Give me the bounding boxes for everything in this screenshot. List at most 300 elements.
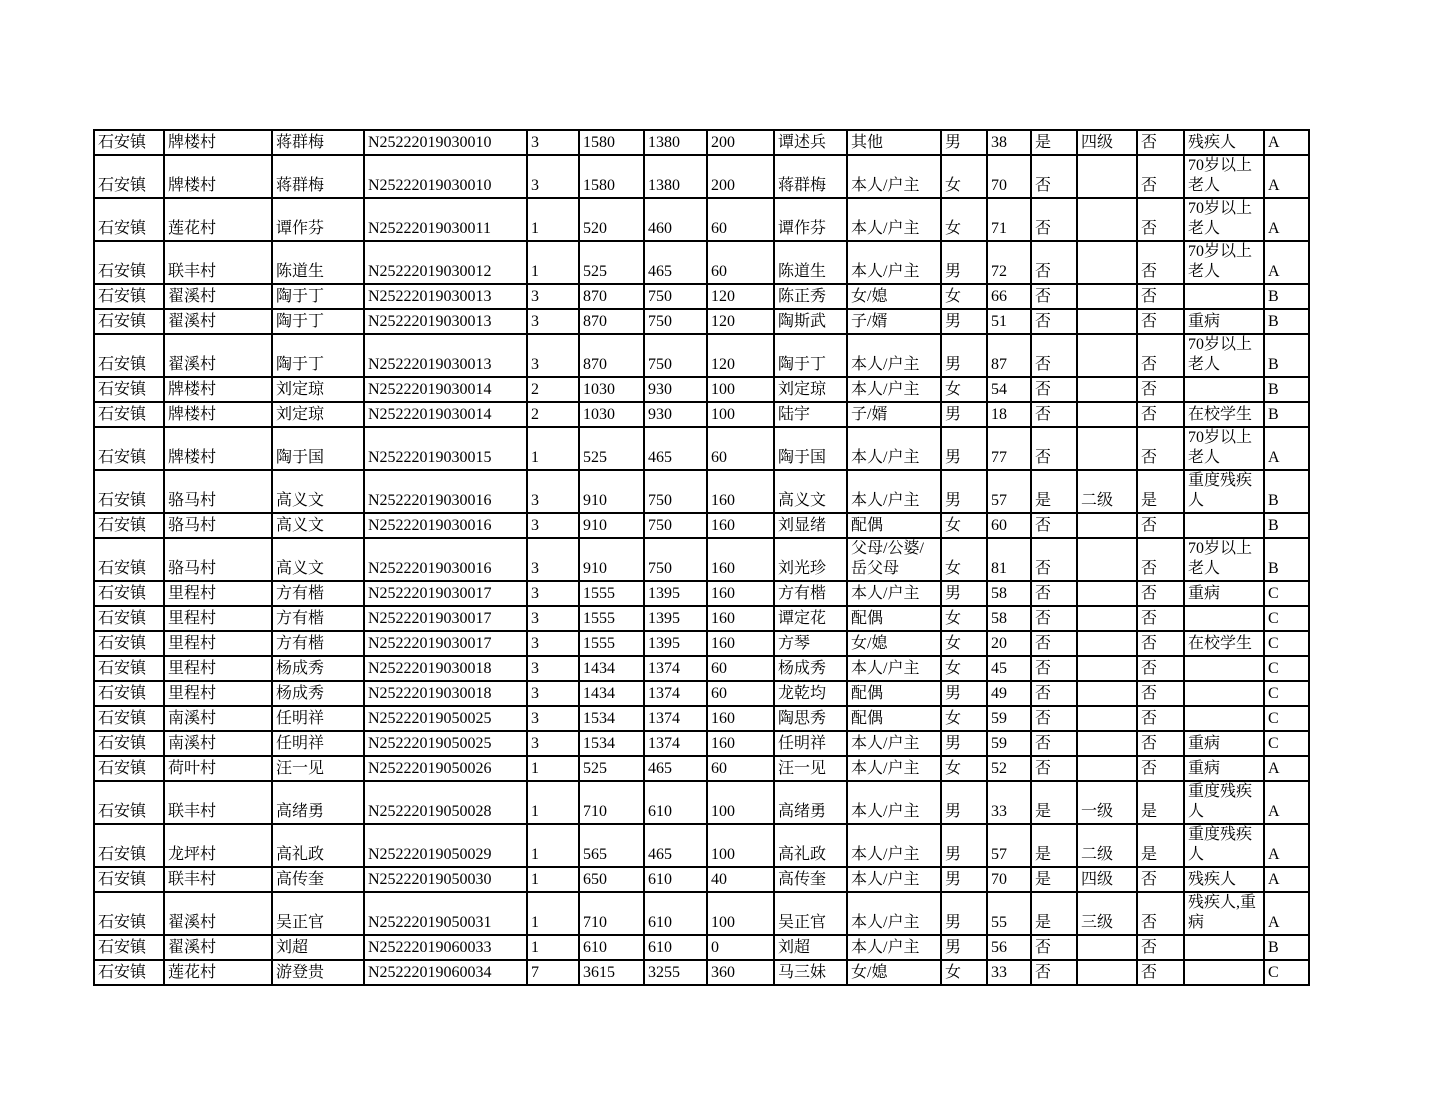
cell-age: 58 [987, 606, 1031, 631]
cell-amount-3: 60 [707, 756, 774, 781]
cell-remark: 重度残疾人 [1184, 470, 1264, 513]
cell-remark [1184, 706, 1264, 731]
cell-flag-b: 是 [1137, 824, 1184, 867]
cell-member-name: 高义文 [774, 470, 847, 513]
cell-grade [1077, 960, 1137, 985]
cell-record-id: N25222019030014 [364, 402, 527, 427]
cell-head-name: 高礼政 [272, 824, 364, 867]
cell-head-name: 高义文 [272, 513, 364, 538]
cell-member-name: 马三妹 [774, 960, 847, 985]
table-row [94, 824, 1309, 867]
cell-village: 里程村 [164, 581, 272, 606]
cell-flag-a: 否 [1031, 309, 1077, 334]
cell-remark: 重病 [1184, 756, 1264, 781]
cell-category: C [1264, 656, 1309, 681]
cell-member-name: 陈道生 [774, 241, 847, 284]
cell-amount-3: 60 [707, 681, 774, 706]
cell-record-id: N25222019050029 [364, 824, 527, 867]
cell-grade [1077, 309, 1137, 334]
cell-relation: 子/婿 [847, 309, 941, 334]
cell-grade [1077, 241, 1137, 284]
cell-head-name: 高义文 [272, 538, 364, 581]
cell-person-count: 1 [527, 756, 579, 781]
cell-relation: 本人/户主 [847, 581, 941, 606]
cell-grade [1077, 581, 1137, 606]
cell-flag-b: 否 [1137, 513, 1184, 538]
cell-person-count: 2 [527, 402, 579, 427]
cell-village: 翟溪村 [164, 309, 272, 334]
cell-age: 60 [987, 513, 1031, 538]
cell-amount-1: 910 [579, 538, 644, 581]
cell-flag-a: 是 [1031, 130, 1077, 155]
cell-person-count: 1 [527, 892, 579, 935]
cell-category: A [1264, 241, 1309, 284]
cell-amount-1: 910 [579, 470, 644, 513]
cell-amount-3: 160 [707, 631, 774, 656]
cell-age: 56 [987, 935, 1031, 960]
cell-remark: 70岁以上老人 [1184, 427, 1264, 470]
cell-category: A [1264, 867, 1309, 892]
cell-person-count: 3 [527, 155, 579, 198]
cell-amount-3: 100 [707, 892, 774, 935]
cell-town: 石安镇 [94, 960, 164, 985]
cell-grade [1077, 631, 1137, 656]
cell-amount-3: 160 [707, 470, 774, 513]
cell-flag-a: 否 [1031, 656, 1077, 681]
cell-amount-1: 1534 [579, 706, 644, 731]
cell-town: 石安镇 [94, 513, 164, 538]
cell-head-name: 吴正官 [272, 892, 364, 935]
cell-category: C [1264, 606, 1309, 631]
table-row [94, 513, 1309, 538]
cell-flag-b: 否 [1137, 867, 1184, 892]
cell-head-name: 陶于丁 [272, 284, 364, 309]
cell-member-name: 刘显绪 [774, 513, 847, 538]
cell-flag-a: 否 [1031, 513, 1077, 538]
cell-town: 石安镇 [94, 198, 164, 241]
cell-village: 里程村 [164, 656, 272, 681]
cell-remark: 70岁以上老人 [1184, 334, 1264, 377]
cell-record-id: N25222019030016 [364, 538, 527, 581]
cell-flag-b: 否 [1137, 935, 1184, 960]
cell-record-id: N25222019030017 [364, 631, 527, 656]
cell-category: C [1264, 960, 1309, 985]
cell-flag-b: 否 [1137, 402, 1184, 427]
cell-age: 87 [987, 334, 1031, 377]
cell-gender: 女 [941, 513, 987, 538]
cell-amount-2: 930 [644, 377, 707, 402]
cell-village: 骆马村 [164, 470, 272, 513]
cell-amount-1: 565 [579, 824, 644, 867]
cell-amount-3: 360 [707, 960, 774, 985]
cell-village: 里程村 [164, 606, 272, 631]
cell-age: 33 [987, 960, 1031, 985]
cell-town: 石安镇 [94, 377, 164, 402]
cell-person-count: 1 [527, 824, 579, 867]
table-row [94, 377, 1309, 402]
cell-amount-1: 525 [579, 427, 644, 470]
cell-flag-b: 否 [1137, 581, 1184, 606]
cell-village: 牌楼村 [164, 402, 272, 427]
cell-head-name: 任明祥 [272, 731, 364, 756]
cell-town: 石安镇 [94, 538, 164, 581]
table-row [94, 706, 1309, 731]
cell-category: C [1264, 681, 1309, 706]
cell-relation: 配偶 [847, 681, 941, 706]
cell-remark: 在校学生 [1184, 631, 1264, 656]
cell-amount-3: 60 [707, 656, 774, 681]
cell-village: 牌楼村 [164, 155, 272, 198]
cell-amount-2: 610 [644, 781, 707, 824]
cell-age: 59 [987, 731, 1031, 756]
cell-category: A [1264, 427, 1309, 470]
cell-remark [1184, 377, 1264, 402]
cell-amount-2: 465 [644, 824, 707, 867]
cell-age: 57 [987, 824, 1031, 867]
cell-amount-1: 870 [579, 284, 644, 309]
cell-flag-b: 否 [1137, 334, 1184, 377]
cell-person-count: 3 [527, 606, 579, 631]
table-row [94, 960, 1309, 985]
cell-village: 翟溪村 [164, 284, 272, 309]
cell-record-id: N25222019030017 [364, 606, 527, 631]
cell-member-name: 杨成秀 [774, 656, 847, 681]
cell-person-count: 3 [527, 681, 579, 706]
cell-amount-2: 465 [644, 756, 707, 781]
cell-flag-a: 否 [1031, 427, 1077, 470]
cell-head-name: 杨成秀 [272, 656, 364, 681]
cell-gender: 男 [941, 309, 987, 334]
cell-grade [1077, 334, 1137, 377]
cell-record-id: N25222019060034 [364, 960, 527, 985]
cell-flag-a: 否 [1031, 631, 1077, 656]
cell-flag-a: 否 [1031, 538, 1077, 581]
cell-person-count: 2 [527, 377, 579, 402]
cell-grade: 二级 [1077, 470, 1137, 513]
cell-head-name: 刘定琼 [272, 377, 364, 402]
table-row [94, 334, 1309, 377]
cell-member-name: 蒋群梅 [774, 155, 847, 198]
cell-village: 联丰村 [164, 867, 272, 892]
cell-amount-1: 1580 [579, 130, 644, 155]
cell-gender: 男 [941, 470, 987, 513]
cell-village: 牌楼村 [164, 427, 272, 470]
cell-amount-2: 1395 [644, 631, 707, 656]
cell-remark [1184, 656, 1264, 681]
cell-amount-3: 200 [707, 130, 774, 155]
cell-remark: 重度残疾人 [1184, 824, 1264, 867]
table-row [94, 402, 1309, 427]
cell-member-name: 陶思秀 [774, 706, 847, 731]
cell-grade: 三级 [1077, 892, 1137, 935]
cell-member-name: 高传奎 [774, 867, 847, 892]
cell-relation: 配偶 [847, 606, 941, 631]
table-row [94, 731, 1309, 756]
cell-category: B [1264, 538, 1309, 581]
cell-grade: 四级 [1077, 130, 1137, 155]
cell-record-id: N25222019050030 [364, 867, 527, 892]
cell-gender: 男 [941, 334, 987, 377]
cell-record-id: N25222019050025 [364, 706, 527, 731]
cell-flag-b: 否 [1137, 756, 1184, 781]
cell-remark: 残疾人 [1184, 130, 1264, 155]
cell-remark: 70岁以上老人 [1184, 198, 1264, 241]
cell-category: A [1264, 155, 1309, 198]
cell-category: B [1264, 402, 1309, 427]
cell-flag-a: 否 [1031, 960, 1077, 985]
cell-amount-3: 120 [707, 284, 774, 309]
cell-record-id: N25222019030018 [364, 656, 527, 681]
cell-amount-2: 1395 [644, 606, 707, 631]
cell-village: 翟溪村 [164, 935, 272, 960]
cell-category: B [1264, 284, 1309, 309]
cell-village: 骆马村 [164, 538, 272, 581]
cell-amount-2: 1380 [644, 155, 707, 198]
cell-member-name: 刘光珍 [774, 538, 847, 581]
table-row [94, 681, 1309, 706]
cell-flag-b: 否 [1137, 130, 1184, 155]
cell-town: 石安镇 [94, 155, 164, 198]
table-row [94, 606, 1309, 631]
cell-gender: 男 [941, 731, 987, 756]
cell-gender: 男 [941, 581, 987, 606]
table-row [94, 867, 1309, 892]
cell-flag-a: 否 [1031, 334, 1077, 377]
cell-head-name: 陈道生 [272, 241, 364, 284]
cell-relation: 配偶 [847, 706, 941, 731]
cell-category: C [1264, 706, 1309, 731]
cell-gender: 女 [941, 960, 987, 985]
cell-remark: 70岁以上老人 [1184, 538, 1264, 581]
cell-village: 南溪村 [164, 731, 272, 756]
table-row [94, 892, 1309, 935]
cell-remark [1184, 284, 1264, 309]
cell-category: B [1264, 334, 1309, 377]
cell-head-name: 方有楷 [272, 581, 364, 606]
cell-amount-1: 1580 [579, 155, 644, 198]
cell-flag-a: 否 [1031, 681, 1077, 706]
cell-gender: 男 [941, 402, 987, 427]
cell-gender: 女 [941, 756, 987, 781]
cell-person-count: 1 [527, 241, 579, 284]
cell-category: B [1264, 513, 1309, 538]
cell-category: B [1264, 470, 1309, 513]
cell-person-count: 3 [527, 631, 579, 656]
cell-town: 石安镇 [94, 781, 164, 824]
cell-gender: 女 [941, 538, 987, 581]
cell-relation: 本人/户主 [847, 731, 941, 756]
cell-village: 联丰村 [164, 241, 272, 284]
cell-village: 骆马村 [164, 513, 272, 538]
cell-grade [1077, 656, 1137, 681]
cell-amount-3: 160 [707, 538, 774, 581]
table-row [94, 581, 1309, 606]
cell-category: C [1264, 631, 1309, 656]
cell-town: 石安镇 [94, 284, 164, 309]
cell-person-count: 1 [527, 935, 579, 960]
table-row [94, 781, 1309, 824]
cell-flag-a: 否 [1031, 284, 1077, 309]
cell-person-count: 3 [527, 706, 579, 731]
cell-flag-a: 是 [1031, 867, 1077, 892]
cell-amount-3: 0 [707, 935, 774, 960]
cell-remark: 在校学生 [1184, 402, 1264, 427]
cell-town: 石安镇 [94, 867, 164, 892]
cell-relation: 子/婿 [847, 402, 941, 427]
cell-category: A [1264, 781, 1309, 824]
cell-head-name: 高传奎 [272, 867, 364, 892]
cell-flag-b: 否 [1137, 309, 1184, 334]
cell-age: 81 [987, 538, 1031, 581]
cell-head-name: 游登贵 [272, 960, 364, 985]
cell-relation: 本人/户主 [847, 427, 941, 470]
cell-record-id: N25222019050025 [364, 731, 527, 756]
cell-relation: 本人/户主 [847, 656, 941, 681]
cell-flag-a: 否 [1031, 756, 1077, 781]
cell-amount-2: 750 [644, 513, 707, 538]
table-row [94, 756, 1309, 781]
cell-flag-a: 否 [1031, 241, 1077, 284]
cell-flag-a: 是 [1031, 781, 1077, 824]
cell-category: C [1264, 731, 1309, 756]
cell-town: 石安镇 [94, 892, 164, 935]
cell-member-name: 陶于丁 [774, 334, 847, 377]
cell-town: 石安镇 [94, 706, 164, 731]
cell-member-name: 谭述兵 [774, 130, 847, 155]
cell-head-name: 陶于丁 [272, 334, 364, 377]
cell-grade [1077, 756, 1137, 781]
cell-grade [1077, 606, 1137, 631]
cell-category: C [1264, 581, 1309, 606]
cell-member-name: 高绪勇 [774, 781, 847, 824]
cell-relation: 女/媳 [847, 631, 941, 656]
cell-relation: 本人/户主 [847, 781, 941, 824]
cell-record-id: N25222019030010 [364, 130, 527, 155]
cell-flag-a: 否 [1031, 935, 1077, 960]
cell-flag-b: 否 [1137, 198, 1184, 241]
cell-flag-b: 否 [1137, 606, 1184, 631]
cell-amount-3: 160 [707, 581, 774, 606]
cell-village: 里程村 [164, 631, 272, 656]
cell-age: 70 [987, 867, 1031, 892]
table-row [94, 155, 1309, 198]
cell-person-count: 3 [527, 513, 579, 538]
cell-flag-a: 否 [1031, 731, 1077, 756]
table-row [94, 656, 1309, 681]
cell-town: 石安镇 [94, 470, 164, 513]
cell-relation: 女/媳 [847, 284, 941, 309]
cell-age: 72 [987, 241, 1031, 284]
cell-village: 联丰村 [164, 781, 272, 824]
cell-person-count: 3 [527, 130, 579, 155]
cell-amount-2: 1374 [644, 706, 707, 731]
cell-relation: 本人/户主 [847, 824, 941, 867]
cell-amount-2: 460 [644, 198, 707, 241]
cell-gender: 男 [941, 681, 987, 706]
cell-category: B [1264, 935, 1309, 960]
table-row [94, 130, 1309, 155]
cell-flag-b: 是 [1137, 470, 1184, 513]
cell-remark [1184, 960, 1264, 985]
cell-relation: 本人/户主 [847, 892, 941, 935]
cell-head-name: 高绪勇 [272, 781, 364, 824]
cell-amount-2: 1374 [644, 656, 707, 681]
cell-amount-3: 100 [707, 377, 774, 402]
cell-age: 71 [987, 198, 1031, 241]
cell-village: 莲花村 [164, 198, 272, 241]
cell-gender: 男 [941, 892, 987, 935]
cell-person-count: 1 [527, 781, 579, 824]
cell-head-name: 陶于国 [272, 427, 364, 470]
cell-amount-1: 650 [579, 867, 644, 892]
table-row [94, 935, 1309, 960]
cell-amount-1: 1434 [579, 681, 644, 706]
cell-person-count: 1 [527, 198, 579, 241]
cell-flag-b: 否 [1137, 892, 1184, 935]
cell-head-name: 蒋群梅 [272, 155, 364, 198]
cell-village: 翟溪村 [164, 334, 272, 377]
cell-amount-2: 1380 [644, 130, 707, 155]
cell-flag-b: 否 [1137, 631, 1184, 656]
cell-grade [1077, 377, 1137, 402]
cell-flag-b: 否 [1137, 377, 1184, 402]
cell-flag-b: 否 [1137, 427, 1184, 470]
records-tbody [94, 130, 1309, 985]
cell-gender: 女 [941, 198, 987, 241]
cell-record-id: N25222019030013 [364, 309, 527, 334]
cell-amount-2: 750 [644, 538, 707, 581]
cell-flag-a: 是 [1031, 470, 1077, 513]
cell-village: 龙坪村 [164, 824, 272, 867]
cell-person-count: 3 [527, 581, 579, 606]
cell-record-id: N25222019050028 [364, 781, 527, 824]
cell-head-name: 刘定琼 [272, 402, 364, 427]
cell-amount-3: 200 [707, 155, 774, 198]
cell-relation: 本人/户主 [847, 867, 941, 892]
cell-member-name: 汪一见 [774, 756, 847, 781]
cell-age: 54 [987, 377, 1031, 402]
cell-town: 石安镇 [94, 756, 164, 781]
cell-member-name: 方琴 [774, 631, 847, 656]
cell-head-name: 高义文 [272, 470, 364, 513]
cell-flag-b: 否 [1137, 241, 1184, 284]
cell-member-name: 刘超 [774, 935, 847, 960]
cell-remark: 重度残疾人 [1184, 781, 1264, 824]
cell-relation: 本人/户主 [847, 935, 941, 960]
cell-amount-3: 120 [707, 309, 774, 334]
cell-member-name: 吴正官 [774, 892, 847, 935]
cell-age: 57 [987, 470, 1031, 513]
cell-amount-2: 750 [644, 470, 707, 513]
cell-age: 66 [987, 284, 1031, 309]
cell-category: A [1264, 892, 1309, 935]
cell-village: 莲花村 [164, 960, 272, 985]
cell-amount-3: 160 [707, 706, 774, 731]
cell-person-count: 1 [527, 427, 579, 470]
cell-amount-1: 525 [579, 241, 644, 284]
cell-relation: 本人/户主 [847, 241, 941, 284]
cell-head-name: 方有楷 [272, 606, 364, 631]
cell-town: 石安镇 [94, 581, 164, 606]
cell-person-count: 7 [527, 960, 579, 985]
cell-flag-b: 否 [1137, 681, 1184, 706]
cell-flag-b: 否 [1137, 960, 1184, 985]
cell-age: 77 [987, 427, 1031, 470]
cell-amount-1: 710 [579, 892, 644, 935]
cell-grade [1077, 538, 1137, 581]
cell-amount-2: 465 [644, 427, 707, 470]
cell-relation: 本人/户主 [847, 155, 941, 198]
